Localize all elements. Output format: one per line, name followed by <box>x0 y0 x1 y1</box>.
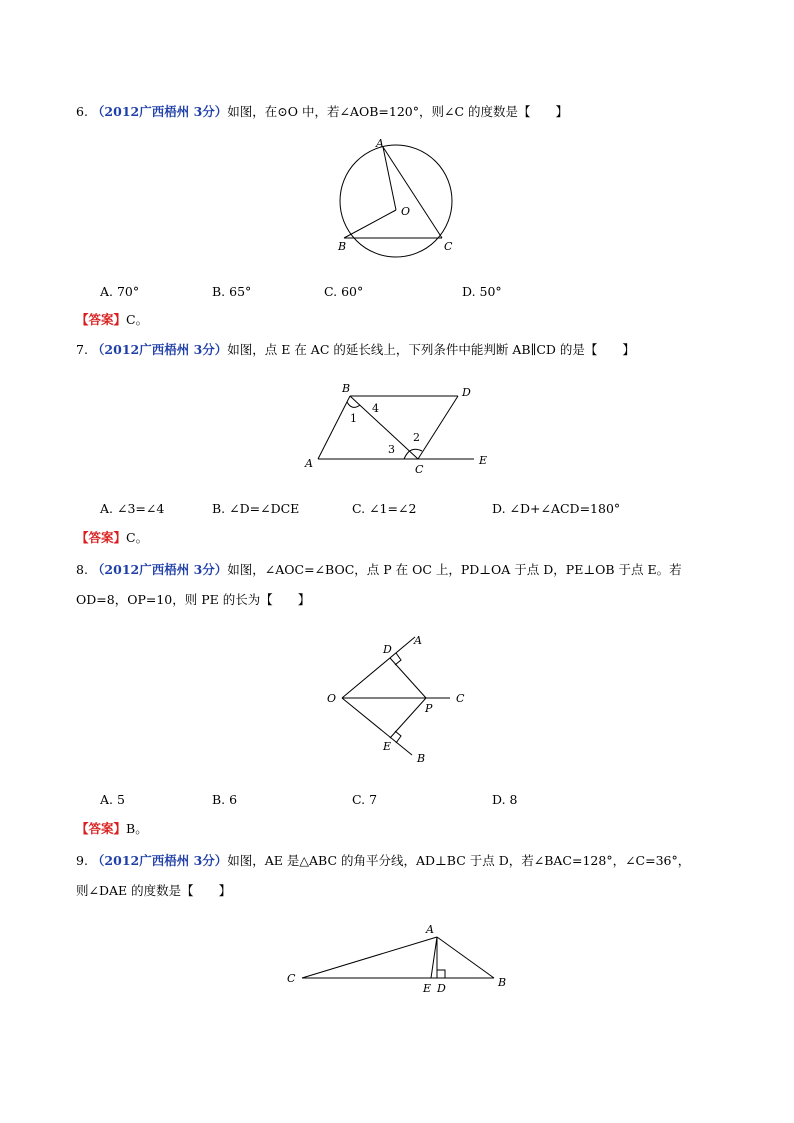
question-source: （2012广西梧州 3分） <box>91 342 228 357</box>
option-c: C. 7 <box>352 792 378 807</box>
label-angle-1: 1 <box>350 412 357 425</box>
label-e: E <box>423 982 432 995</box>
label-b: B <box>417 752 426 765</box>
option-d: D. 50° <box>462 284 502 299</box>
label-c: C <box>444 240 453 253</box>
label-e: E <box>383 740 392 753</box>
segment-ca <box>302 937 437 978</box>
label-angle-3: 3 <box>388 443 395 456</box>
option-c: C. ∠1=∠2 <box>352 501 417 516</box>
answer-tag: 【答案】 <box>76 821 127 836</box>
question-9 <box>76 852 690 870</box>
label-b: B <box>338 240 347 253</box>
question-source: （2012广西梧州 3分） <box>91 562 228 577</box>
question-7 <box>76 341 635 359</box>
figure-circle-aob <box>330 134 470 259</box>
ray-ob <box>342 698 412 755</box>
segment-ab <box>437 937 494 978</box>
label-e: E <box>479 454 488 467</box>
label-o: O <box>327 692 337 705</box>
segment-pd <box>390 658 426 698</box>
label-d: D <box>437 982 446 995</box>
answer-value: C。 <box>126 312 149 327</box>
question-number: 6. <box>76 104 88 119</box>
label-d: D <box>383 643 392 656</box>
option-b: B. 65° <box>212 284 252 299</box>
answer-value: B。 <box>126 821 148 836</box>
label-a: A <box>426 923 434 936</box>
ray-oa <box>342 637 415 698</box>
label-c: C <box>415 463 424 476</box>
option-c: C. 60° <box>324 284 364 299</box>
figure-angle-bisector <box>320 628 480 768</box>
question-source: （2012广西梧州 3分） <box>91 104 228 119</box>
option-a: A. 5 <box>100 792 125 807</box>
question-9-continued: 则∠DAE 的度数是【 】 <box>76 883 232 898</box>
label-o: O <box>401 205 411 218</box>
figure-parallel-lines <box>300 375 500 475</box>
option-b: B. ∠D=∠DCE <box>212 501 300 516</box>
answer-value: C。 <box>126 530 149 545</box>
label-a: A <box>305 457 313 470</box>
answer-8 <box>76 820 148 838</box>
question-8-continued: OD=8，OP=10，则 PE 的长为【 】 <box>76 592 311 607</box>
segment-cd <box>418 396 458 459</box>
answer-6 <box>76 311 148 329</box>
label-a: A <box>414 634 422 647</box>
label-angle-4: 4 <box>372 402 379 415</box>
label-b: B <box>498 976 507 989</box>
question-number: 7. <box>76 342 88 357</box>
option-b: B. 6 <box>212 792 238 807</box>
label-c: C <box>287 972 296 985</box>
question-number: 8. <box>76 562 88 577</box>
answer-7 <box>76 529 148 547</box>
question-number: 9. <box>76 853 88 868</box>
segment-ab <box>318 396 350 459</box>
segment-pe <box>390 698 426 738</box>
label-a: A <box>376 137 384 150</box>
label-c: C <box>456 692 465 705</box>
question-text: 如图，在⊙O 中，若∠AOB=120°，则∠C 的度数是【 】 <box>227 104 568 119</box>
answer-tag: 【答案】 <box>76 312 127 327</box>
answer-tag: 【答案】 <box>76 530 127 545</box>
figure-triangle-abc <box>280 920 520 1000</box>
option-a: A. 70° <box>100 284 140 299</box>
right-angle-e <box>395 731 401 743</box>
option-d: D. ∠D+∠ACD=180° <box>492 501 621 516</box>
question-text: 如图，∠AOC=∠BOC，点 P 在 OC 上，PD⊥OA 于点 D，PE⊥OB 于点 E。若 <box>227 562 682 577</box>
segment-ac <box>383 147 442 238</box>
question-8 <box>76 561 682 579</box>
question-6 <box>76 103 568 121</box>
label-d: D <box>462 386 471 399</box>
question-text: 如图，点 E 在 AC 的延长线上，下列条件中能判断 AB∥CD 的是【 】 <box>227 342 635 357</box>
segment-ob <box>344 210 396 238</box>
label-p: P <box>425 702 433 715</box>
segment-ae <box>431 937 437 978</box>
question-source: （2012广西梧州 3分） <box>91 853 228 868</box>
circle-o <box>340 145 452 257</box>
option-a: A. ∠3=∠4 <box>100 501 165 516</box>
question-text: 如图，AE 是△ABC 的角平分线，AD⊥BC 于点 D，若∠BAC=128°，∠C=36°， <box>227 853 691 868</box>
option-d: D. 8 <box>492 792 518 807</box>
right-angle-d <box>395 653 401 665</box>
right-angle-d <box>437 970 445 978</box>
label-angle-2: 2 <box>413 431 420 444</box>
label-b: B <box>342 382 351 395</box>
